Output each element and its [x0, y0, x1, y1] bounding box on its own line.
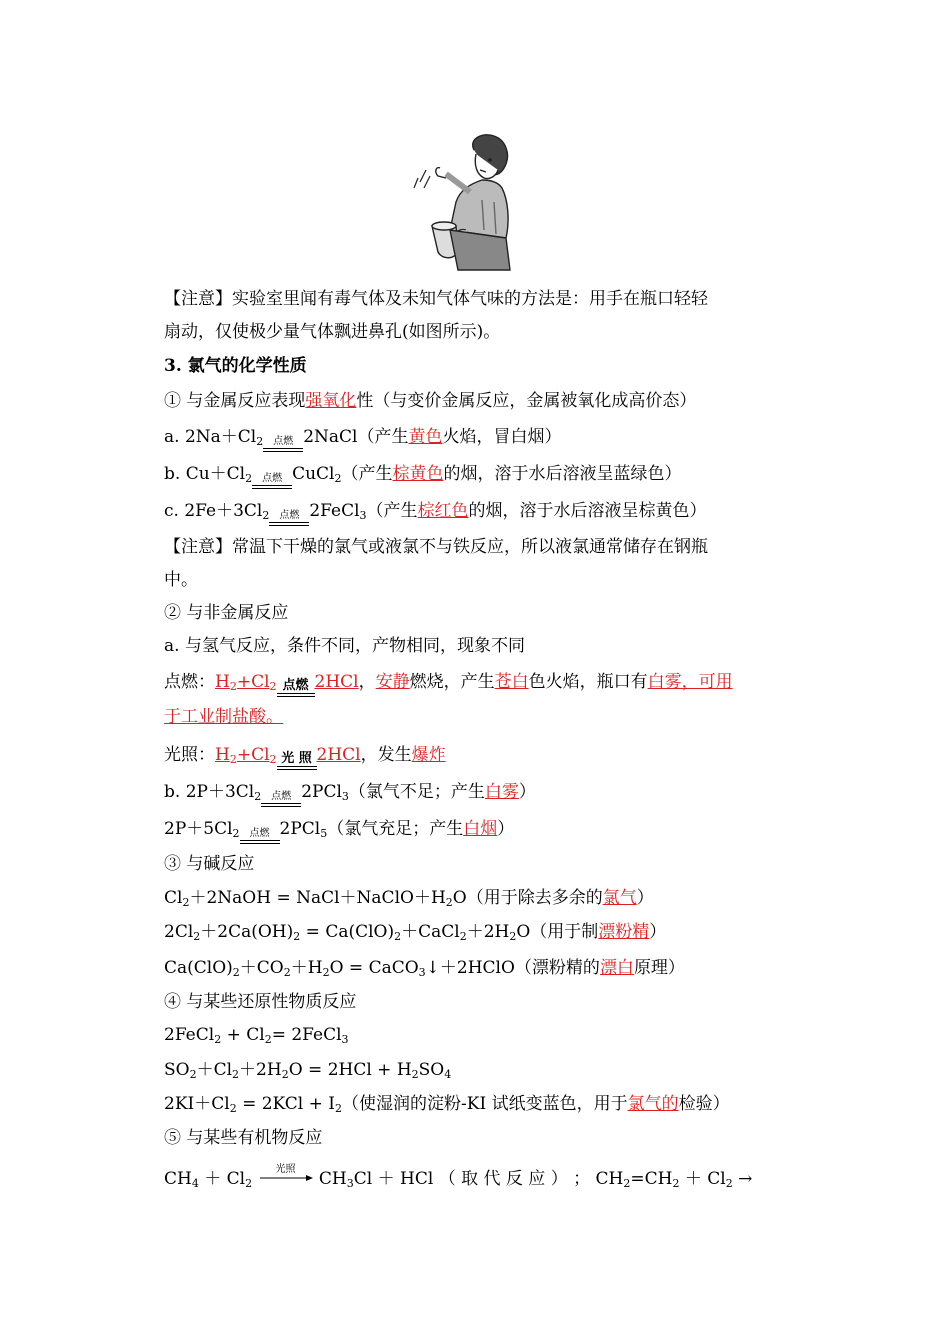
text: ＋ Cl	[679, 1169, 726, 1189]
text: b. 2P＋3Cl	[164, 782, 255, 802]
text: Cl	[164, 888, 183, 908]
text: = 2KCl + I	[236, 1094, 336, 1114]
double-line	[277, 693, 315, 697]
subscript: 2	[232, 1068, 240, 1081]
base-heading: ③ 与碱反应	[164, 854, 255, 874]
text: 2FeCl	[164, 1025, 215, 1045]
double-line	[263, 448, 303, 452]
eq-so2	[164, 1058, 451, 1082]
subscript: 2	[232, 966, 240, 979]
text: Cl ＋ HCl （ 取 代 反 应 ） ； CH	[353, 1169, 624, 1189]
text: ＋2NaOH = NaCl＋NaClO＋H	[189, 888, 446, 908]
subscript: 2	[229, 753, 237, 766]
condition: 点燃	[282, 678, 309, 693]
subscript: 2	[445, 896, 453, 909]
text: 性（与变价金属反应，金属被氧化成高价态）	[356, 391, 697, 411]
subscript: 2	[459, 930, 467, 943]
subscript: 4	[444, 1068, 452, 1081]
subscript: 2	[394, 930, 402, 943]
subscript: 2	[334, 472, 342, 485]
text: 光照：	[164, 745, 215, 765]
text: 色火焰，瓶口有	[528, 672, 648, 692]
eq-naoh	[164, 886, 654, 910]
subscript: 2	[293, 930, 301, 943]
eq-ki	[164, 1092, 730, 1116]
answer-equation	[215, 672, 277, 692]
text: （氯气不足；产生	[348, 782, 485, 802]
text: ＋Cl	[196, 1060, 233, 1080]
text: ）	[649, 922, 667, 942]
text: ）	[518, 782, 536, 802]
answer-text: 爆炸	[411, 745, 446, 765]
text: ＋H	[290, 958, 323, 978]
text: 检验）	[678, 1094, 730, 1114]
subscript: 2	[283, 966, 291, 979]
eq-bleach	[164, 956, 685, 980]
section-heading: 3. 氯气的化学性质	[164, 356, 307, 376]
subscript: 2	[189, 1068, 197, 1081]
text: Ca(ClO)	[164, 958, 233, 978]
text: 2KI＋Cl	[164, 1094, 230, 1114]
subscript: 3	[341, 1033, 349, 1046]
text: c. 2Fe＋3Cl	[164, 501, 263, 521]
text: = 2FeCl	[271, 1025, 342, 1045]
subscript: 2	[245, 1177, 253, 1190]
text: O（用于除去多余的	[452, 888, 603, 908]
answer-text: 黄色	[408, 427, 443, 447]
answer-text: 漂粉精	[598, 922, 650, 942]
ignite-sign	[269, 511, 309, 526]
double-line	[261, 803, 301, 807]
nonmetal-heading: ② 与非金属反应	[164, 603, 289, 623]
note-wafting-line2: 扇动，仅使极少量气体飘进鼻孔(如图所示)。	[164, 322, 501, 342]
text: =CH	[630, 1169, 673, 1189]
text: ）	[636, 888, 654, 908]
text: 2PCl	[301, 782, 342, 802]
text: ＋CaCl	[401, 922, 460, 942]
text: ＋2Ca(OH)	[200, 922, 294, 942]
double-line	[252, 485, 292, 489]
subscript: 3	[346, 1177, 354, 1190]
text: SO	[164, 1060, 190, 1080]
text: b. Cu＋Cl	[164, 464, 246, 484]
answer-text: 棕红色	[417, 501, 469, 521]
answer-text: 白雾	[484, 782, 519, 802]
text: 火焰，冒白烟）	[442, 427, 562, 447]
subscript: 2	[509, 930, 517, 943]
text: ，	[358, 672, 376, 692]
double-line	[240, 840, 280, 844]
subscript: 2	[232, 827, 240, 840]
answer-equation	[215, 745, 277, 765]
ignite-sign	[263, 437, 303, 452]
text: （产生	[341, 464, 393, 484]
subscript: 2	[269, 753, 277, 766]
answer-text: 氯气	[602, 888, 637, 908]
condition: 点燃	[279, 510, 300, 521]
subscript: 2	[725, 1177, 733, 1190]
text: a. 2Na＋Cl	[164, 427, 257, 447]
illustration-wafting-gas	[410, 130, 540, 272]
eq-p3	[164, 780, 536, 807]
organic-heading: ⑤ 与某些有机物反应	[164, 1128, 323, 1148]
answer-text: 白雾，可用	[647, 672, 733, 692]
text: 原理）	[633, 958, 685, 978]
text: ↓＋2HClO（漂粉精的	[425, 958, 600, 978]
text: 2PCl	[279, 819, 321, 839]
text: O = CaCO	[329, 958, 419, 978]
ignite-sign	[240, 829, 280, 844]
light-sign	[277, 753, 317, 770]
ignite-sign	[252, 474, 292, 489]
text: 的烟，溶于水后溶液呈蓝绿色）	[443, 464, 682, 484]
subscript: 2	[229, 680, 237, 693]
ignite-sign	[277, 680, 315, 697]
text: CH	[164, 1169, 192, 1189]
note-iron-line2: 中。	[164, 570, 198, 590]
subscript: 2	[335, 1102, 343, 1115]
text: 2FeCl	[309, 501, 360, 521]
answer-text: 2HCl	[314, 672, 359, 692]
subscript: 3	[341, 790, 349, 803]
text: ＋2H	[466, 922, 510, 942]
subscript: 2	[182, 896, 190, 909]
eq-na	[164, 425, 562, 452]
subscript: 5	[320, 827, 328, 840]
answer-text: 强氧化	[305, 391, 357, 411]
subscript: 2	[281, 1068, 289, 1081]
text: 点燃：	[164, 672, 215, 692]
text: ，发生	[360, 745, 412, 765]
eq-caoh2	[164, 920, 666, 944]
condition: 点燃	[249, 828, 270, 839]
eq-fe	[164, 499, 707, 526]
text: 2P＋5Cl	[164, 819, 233, 839]
text: +Cl	[236, 672, 270, 692]
subscript: 2	[623, 1177, 631, 1190]
text: H	[215, 745, 230, 765]
text: （产生	[366, 501, 418, 521]
answer-text: 棕黄色	[392, 464, 444, 484]
note-wafting-line1: 【注意】实验室里闻有毒气体及未知气体气味的方法是：用手在瓶口轻轻	[164, 289, 708, 309]
subscript: 3	[359, 509, 367, 522]
text: ）	[497, 819, 515, 839]
subscript: 2	[193, 930, 201, 943]
condition: 点燃	[271, 791, 292, 802]
subscript: 2	[264, 1033, 272, 1046]
subscript: 2	[322, 966, 330, 979]
text: ＋ Cl	[198, 1169, 246, 1189]
text: ＋2H	[239, 1060, 282, 1080]
text: = Ca(ClO)	[300, 922, 395, 942]
hydrogen-intro: a. 与氢气反应，条件不同，产物相同，现象不同	[164, 636, 525, 656]
subscript: 4	[191, 1177, 199, 1190]
answer-text: 安静	[375, 672, 410, 692]
text: 2NaCl（产生	[303, 427, 409, 447]
answer-text: 苍白	[494, 672, 529, 692]
text: + Cl	[221, 1025, 265, 1045]
text: H	[215, 672, 230, 692]
eq-h2-ignite-cont: 于工业制盐酸。	[164, 707, 283, 727]
answer-text: 白烟	[463, 819, 498, 839]
subscript: 3	[418, 966, 426, 979]
subscript: 2	[262, 509, 270, 522]
double-line	[277, 766, 317, 770]
subscript: 2	[254, 790, 262, 803]
ignite-sign	[261, 792, 301, 807]
subscript: 2	[269, 680, 277, 693]
text: SO	[418, 1060, 445, 1080]
answer-text: 氯气的	[627, 1094, 679, 1114]
eq-h2-light	[164, 743, 446, 770]
text: CH	[318, 1169, 347, 1189]
text: O = 2HCl + H	[288, 1060, 412, 1080]
note-iron-line1: 【注意】常温下干燥的氯气或液氯不与铁反应，所以液氯通常储存在钢瓶	[164, 537, 708, 557]
eq-ch4	[164, 1166, 752, 1191]
light-arrow	[258, 1166, 314, 1186]
condition: 点燃	[273, 436, 294, 447]
text: 2Cl	[164, 922, 194, 942]
condition: 光 照	[281, 751, 312, 766]
text: ① 与金属反应表现	[164, 391, 306, 411]
text: 的烟，溶于水后溶液呈棕黄色）	[468, 501, 707, 521]
answer-text: 2HCl	[316, 745, 361, 765]
text: CuCl	[292, 464, 335, 484]
subscript: 2	[214, 1033, 222, 1046]
double-line	[269, 522, 309, 526]
text: →	[732, 1169, 753, 1189]
condition: 光照	[275, 1164, 296, 1175]
subscript: 2	[256, 435, 264, 448]
arrow-right-icon	[258, 1174, 314, 1182]
text: +Cl	[236, 745, 270, 765]
reducing-heading: ④ 与某些还原性物质反应	[164, 992, 357, 1012]
eq-h2-ignite	[164, 670, 733, 697]
condition: 点燃	[262, 473, 283, 484]
child-figure	[414, 135, 510, 270]
text: O（用于制	[516, 922, 599, 942]
subscript: 2	[229, 1102, 237, 1115]
subscript: 2	[672, 1177, 680, 1190]
eq-p5	[164, 817, 514, 844]
text: 燃烧，产生	[409, 672, 495, 692]
metal-reaction-heading	[164, 389, 696, 413]
answer-text: 漂白	[599, 958, 634, 978]
eq-fecl2	[164, 1023, 349, 1047]
text: （使湿润的淀粉-KI 试纸变蓝色，用于	[342, 1094, 628, 1114]
subscript: 2	[411, 1068, 419, 1081]
text: （氯气充足；产生	[327, 819, 464, 839]
text: ＋CO	[239, 958, 284, 978]
eq-cu	[164, 462, 682, 489]
subscript: 2	[245, 472, 253, 485]
